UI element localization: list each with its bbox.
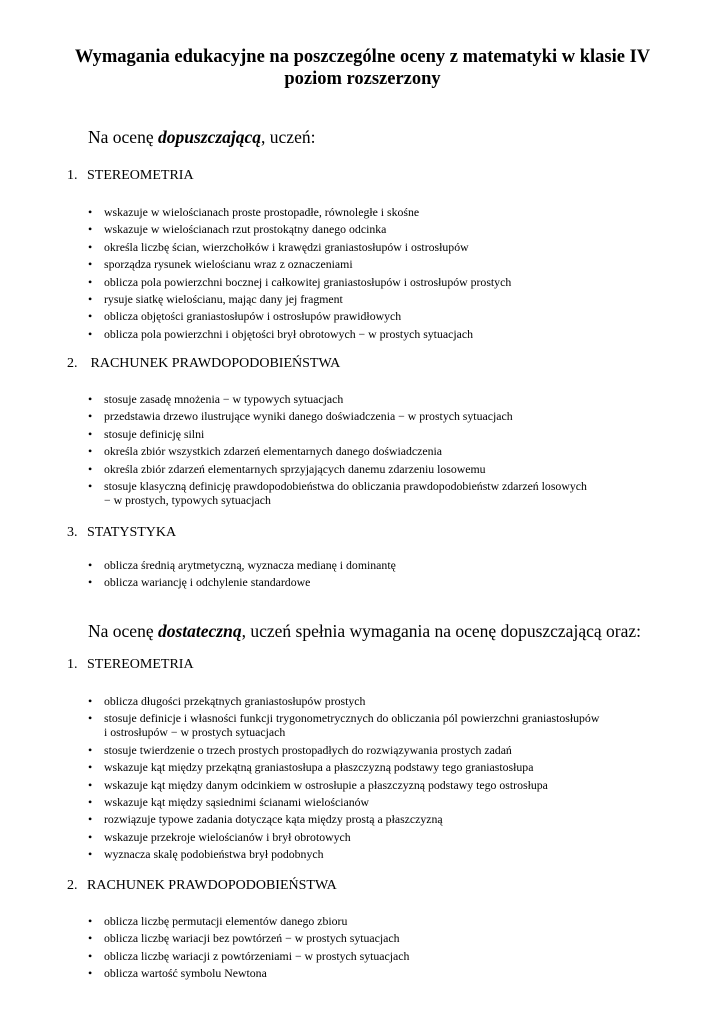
list-item: • oblicza liczbę wariacji bez powtórzeń − w prostych sytuacjach <box>88 931 686 945</box>
list-item: • wyznacza skalę podobieństwa brył podobnych <box>88 847 686 861</box>
requirements-list <box>88 694 686 865</box>
list-item-text: stosuje klasyczną definicję prawdopodobieństwa do obliczania prawdopodobieństw zdarzeń losowych <box>104 478 587 493</box>
list-item: • przedstawia drzewo ilustrujące wyniki danego doświadczenia − w prostych sytuacjach <box>88 409 686 423</box>
list-item <box>88 711 686 739</box>
requirements-list <box>88 558 686 593</box>
section-title: STEREOMETRIA <box>87 657 194 672</box>
list-item: • oblicza liczbę wariacji z powtórzeniami − w prostych sytuacjach <box>88 949 686 963</box>
list-item-continuation: i ostrosłupów − w prostych sytuacjach <box>104 725 286 740</box>
list-item: • wskazuje kąt między przekątną graniastosłupa a płaszczyzną podstawy tego graniastosłupa <box>88 760 686 774</box>
list-item: • oblicza wartość symbolu Newtona <box>88 966 686 980</box>
list-item: • wskazuje w wielościanach proste prostopadłe, równoległe i skośne <box>88 205 686 219</box>
list-item: • oblicza objętości graniastosłupów i ostrosłupów prawidłowych <box>88 309 686 323</box>
list-item: • określa zbiór zdarzeń elementarnych sprzyjających danemu zdarzeniu losowemu <box>88 462 686 476</box>
section-number: 3. <box>67 525 78 540</box>
list-item: • rozwiązuje typowe zadania dotyczące kąta między prostą a płaszczyzną <box>88 812 686 826</box>
grade-name: dostateczną <box>157 621 242 641</box>
list-item: • oblicza pola powierzchni i objętości brył obrotowych − w prostych sytuacjach <box>88 327 686 341</box>
list-item: • sporządza rysunek wielościanu wraz z oznaczeniami <box>88 257 686 271</box>
section-number: 1. <box>67 168 78 183</box>
list-item-continuation: − w prostych, typowych sytuacjach <box>104 492 271 507</box>
requirements-list <box>88 205 686 344</box>
grade-prefix: Na ocenę <box>88 127 158 147</box>
section-title: RACHUNEK PRAWDOPODOBIEŃSTWA <box>87 878 337 893</box>
section-title: STATYSTYKA <box>87 525 177 540</box>
section-number: 1. <box>67 657 78 672</box>
section-heading-stereometria <box>67 168 194 184</box>
section-heading-rachunek-prawdopodobienstwa <box>67 356 340 372</box>
list-item: • oblicza średnią arytmetyczną, wyznacza medianę i dominantę <box>88 558 686 572</box>
grade-suffix: , uczeń: <box>261 127 316 147</box>
section-title: RACHUNEK PRAWDOPODOBIEŃSTWA <box>90 356 341 371</box>
list-item: • stosuje twierdzenie o trzech prostych prostopadłych do rozwiązywania prostych zadań <box>88 743 686 757</box>
title-line-1: Wymagania edukacyjne na poszczególne oceny z matematyki w klasie IV <box>74 47 651 67</box>
list-item: • oblicza pola powierzchni bocznej i całkowitej graniastosłupów i ostrosłupów prostych <box>88 275 686 289</box>
section-heading-stereometria <box>67 657 194 673</box>
page-title <box>40 46 685 90</box>
section-number: 2. <box>67 878 78 893</box>
list-item: • oblicza wariancję i odchylenie standardowe <box>88 575 686 589</box>
section-number: 2. <box>67 356 78 371</box>
grade-prefix: Na ocenę <box>88 621 158 641</box>
list-item: • określa zbiór wszystkich zdarzeń elementarnych danego doświadczenia <box>88 444 686 458</box>
requirements-list <box>88 392 686 510</box>
list-item: • określa liczbę ścian, wierzchołków i krawędzi graniastosłupów i ostrosłupów <box>88 240 686 254</box>
section-title: STEREOMETRIA <box>87 168 194 183</box>
grade-heading-dopuszczajaca <box>88 127 315 148</box>
list-item <box>88 479 686 507</box>
list-item: • stosuje zasadę mnożenia − w typowych sytuacjach <box>88 392 686 406</box>
grade-heading-dostateczna <box>88 621 641 642</box>
list-item: • wskazuje w wielościanach rzut prostokątny danego odcinka <box>88 222 686 236</box>
list-item: • wskazuje kąt między sąsiednimi ścianami wielościanów <box>88 795 686 809</box>
list-item-text: stosuje definicje i własności funkcji trygonometrycznych do obliczania pól powierzchni graniastosłupów <box>104 711 600 726</box>
section-heading-statystyka <box>67 525 176 541</box>
requirements-list <box>88 914 686 984</box>
grade-suffix: , uczeń spełnia wymagania na ocenę dopuszczającą oraz: <box>241 621 641 641</box>
list-item: • oblicza liczbę permutacji elementów danego zbioru <box>88 914 686 928</box>
list-item: • rysuje siatkę wielościanu, mając dany jej fragment <box>88 292 686 306</box>
title-line-2: poziom rozszerzony <box>284 69 441 89</box>
section-heading-rachunek-prawdopodobienstwa <box>67 878 337 894</box>
list-item: • stosuje definicję silni <box>88 427 686 441</box>
list-item: • wskazuje kąt między danym odcinkiem w ostrosłupie a płaszczyzną podstawy tego ostrosłupa <box>88 778 686 792</box>
list-item: • oblicza długości przekątnych graniastosłupów prostych <box>88 694 686 708</box>
list-item: • wskazuje przekroje wielościanów i brył obrotowych <box>88 830 686 844</box>
grade-name: dopuszczającą <box>157 127 262 147</box>
